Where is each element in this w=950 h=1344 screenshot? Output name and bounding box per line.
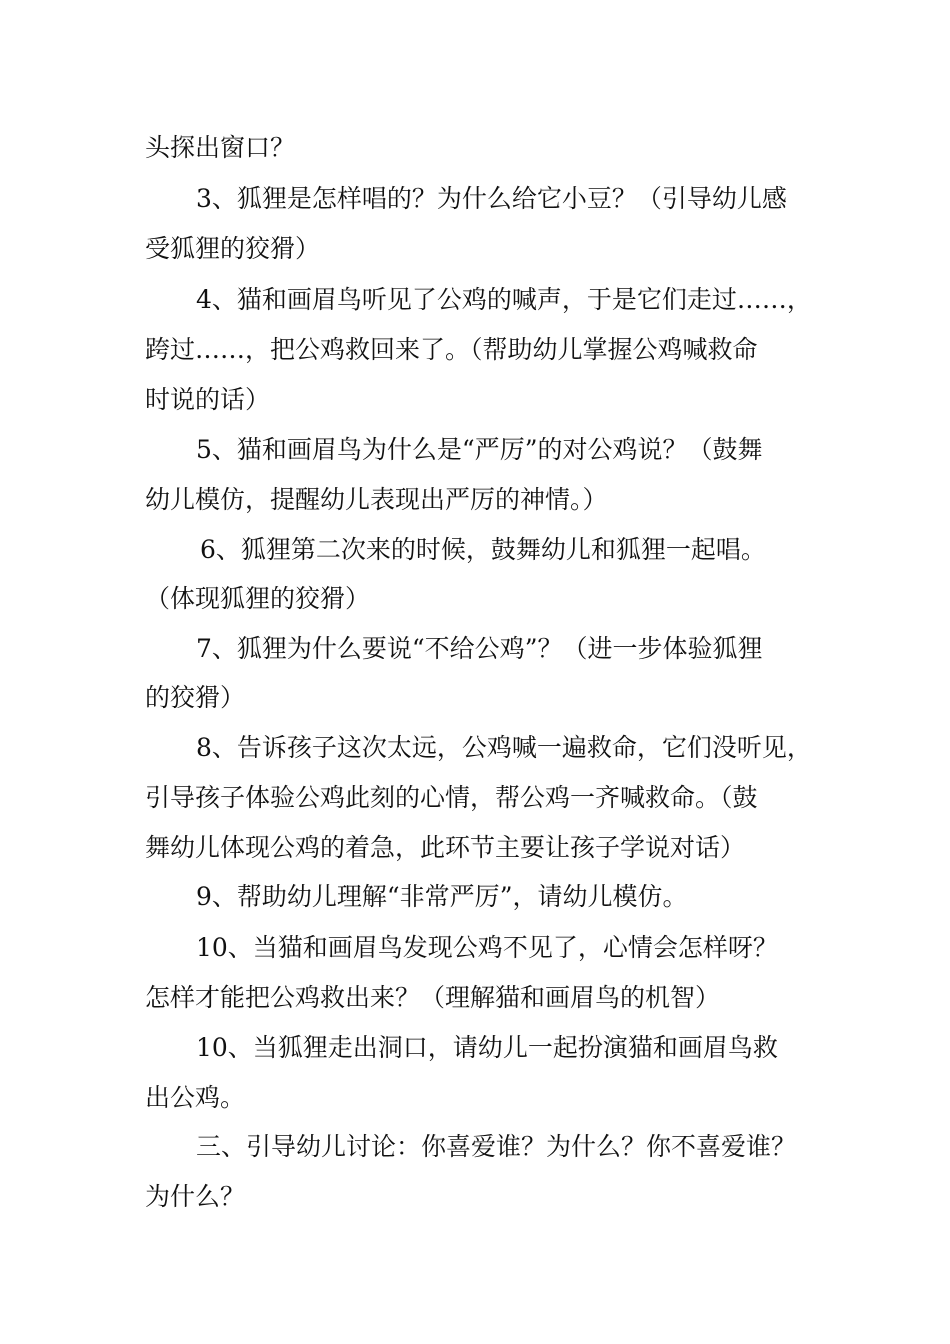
text-line: 4、猫和画眉鸟听见了公鸡的喊声，于是它们走过……， bbox=[196, 285, 812, 314]
text-line: 幼儿模仿，提醒幼儿表现出严厉的神情。） bbox=[145, 485, 608, 514]
text-line: 出公鸡。 bbox=[145, 1083, 246, 1112]
text-line: 引导孩子体验公鸡此刻的心情，帮公鸡一齐喊救命。（鼓 bbox=[145, 783, 758, 812]
text-line: 5、猫和画眉鸟为什么是“严厉”的对公鸡说？（鼓舞 bbox=[196, 435, 763, 464]
text-line: （体现狐狸的狡猾） bbox=[145, 584, 371, 613]
text-line: 3、狐狸是怎样唱的？为什么给它小豆？（引导幼儿感 bbox=[196, 184, 787, 213]
text-line: 怎样才能把公鸡救出来？（理解猫和画眉鸟的机智） bbox=[145, 983, 721, 1012]
text-line: 为什么？ bbox=[145, 1182, 246, 1211]
text-line: 8、告诉孩子这次太远，公鸡喊一遍救命，它们没听见， bbox=[196, 733, 812, 762]
text-line: 舞幼儿体现公鸡的着急，此环节主要让孩子学说对话） bbox=[145, 833, 746, 862]
text-line: 10、当猫和画眉鸟发现公鸡不见了，心情会怎样呀？ bbox=[196, 933, 778, 962]
text-line: 的狡猾） bbox=[145, 683, 246, 712]
text-line: 7、狐狸为什么要说“不给公鸡”？（进一步体验狐狸 bbox=[196, 634, 763, 663]
text-line: 6、狐狸第二次来的时候，鼓舞幼儿和狐狸一起唱。 bbox=[200, 535, 766, 564]
text-line: 10、当狐狸走出洞口，请幼儿一起扮演猫和画眉鸟救 bbox=[196, 1033, 778, 1062]
text-line: 头探出窗口？ bbox=[145, 133, 296, 162]
text-line: 受狐狸的狡猾） bbox=[145, 234, 321, 263]
text-line: 时说的话） bbox=[145, 385, 271, 414]
text-line: 9、帮助幼儿理解“非常严厉”，请幼儿模仿。 bbox=[196, 882, 688, 911]
text-line: 三、引导幼儿讨论：你喜爱谁？为什么？你不喜爱谁？ bbox=[196, 1132, 797, 1161]
text-line: 跨过……，把公鸡救回来了。（帮助幼儿掌握公鸡喊救命 bbox=[145, 335, 758, 364]
